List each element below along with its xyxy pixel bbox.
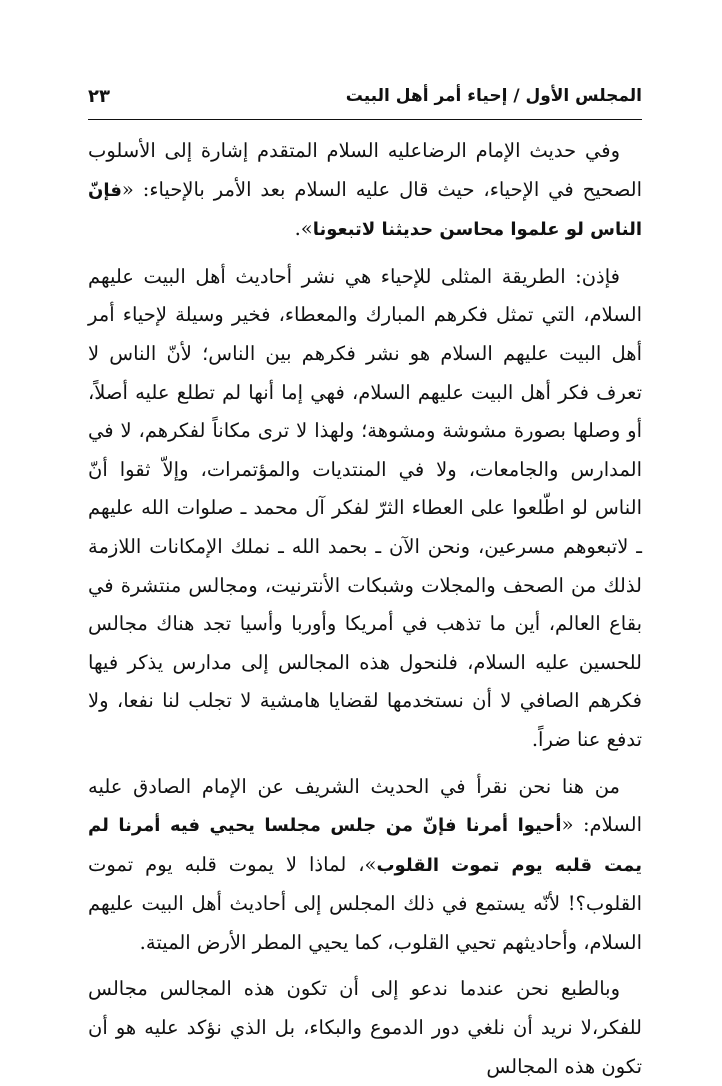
paragraph-imam-rida: [88, 132, 642, 250]
paragraph-text: وفي حديث الإمام الرضاعليه السلام المتقدم إشارة إلى الأسلوب الصحيح في الإحياء، حيث قال عليه السلام بعد الأمر بالإحياء: «: [88, 139, 642, 201]
body-text: [88, 132, 642, 1086]
running-title: المجلس الأول / إحياء أمر أهل البيت: [345, 86, 642, 106]
paragraph-text: من هنا نحن نقرأ في الحديث الشريف عن الإمام الصادق عليه السلام: «: [88, 774, 642, 837]
header-divider: [88, 119, 642, 120]
paragraph-majalis: [88, 970, 642, 1086]
hadith-quote: فإنّ الناس لو علموا محاسن حديثنا لاتبعونا: [88, 179, 642, 241]
paragraph-text: »، لماذا لا يموت قلبه يوم تموت القلوب؟! لأنّه يستمع في ذلك المجلس إلى أحاديث أهل البيت عليهم السلام، وأحاديثهم تحيي القلوب، كما يحيي المطر الأرض الميتة.: [88, 852, 642, 954]
hadith-quote: أحيوا أمرنا فإنّ من جلس مجلسا يحيي فيه أمرنا لم يمت قلبه يوم تموت القلوب: [88, 815, 642, 876]
paragraph-ideal-method: [88, 258, 642, 760]
paragraph-text: فإذن: الطريقة المثلى للإحياء هي نشر أحاديث أهل البيت عليهم السلام، التي تمثل فكرهم المبارك والمعطاء، فخير وسيلة لإحياء أمر أهل البيت عليهم السلام هو نشر فكرهم بين الناس؛ لأنّ الناس لا تعرف فكر أهل البيت عليهم السلام، فهي إما أنها لم تطلع عليه أصلاً، أو وصلها بصورة مشوشة ومشوهة؛ ولهذا لا ترى مكاناً لفكرهم، لا في المدارس والجامعات، ولا في المنتديات والمؤتمرات، وإلاّ ثقوا أنّ الناس لو اطّلعوا على العطاء الثرّ لفكر آل محمد ـ صلوات الله عليهم ـ لاتبعوهم مسرعين، ونحن الآن ـ بحمد الله ـ نملك الإمكانات اللازمة لذلك من الصحف والمجلات وشبكات الأنترنيت، ومجالس منتشرة في بقاع العالم، أين ما تذهب في أمريكا وأوربا وأسيا تجد هناك مجالس للحسين عليه السلام، فلنحول هذه المجالس إلى مدارس يذكر فيها فكرهم الصافي لا أن نستخدمها لقضايا هامشية لا تجلب لنا نفعا، ولا تدفع عنا ضراً.: [88, 264, 642, 751]
page-number: ٢٣: [88, 86, 110, 107]
page-header: [88, 84, 642, 116]
paragraph-imam-sadiq: [88, 768, 642, 963]
paragraph-text: ».: [294, 217, 313, 241]
paragraph-text: وبالطبع نحن عندما ندعو إلى أن تكون هذه المجالس مجالس للفكر،لا نريد أن نلغي دور الدموع والبكاء، بل الذي نؤكد عليه هو أن تكون هذه المجالس: [88, 977, 642, 1078]
